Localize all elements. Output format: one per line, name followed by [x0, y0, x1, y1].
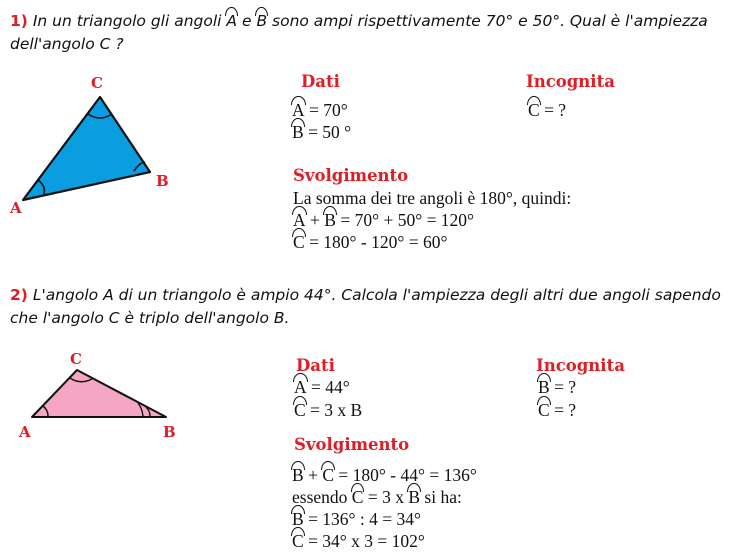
value-text: = ? [544, 100, 567, 120]
dati-heading: Dati [296, 356, 335, 375]
value-text: = 70° + 50° = 120° [340, 210, 475, 230]
incognita-heading: Incognita [526, 72, 615, 91]
value-text: = 50 ° [308, 122, 352, 142]
angle-symbol: C [292, 531, 304, 551]
angle-symbol: B [292, 465, 304, 485]
angle-symbol: C [538, 400, 550, 420]
dati-line-2 [292, 121, 351, 143]
svolgimento-line-4 [292, 530, 425, 552]
dati-line-1 [294, 376, 350, 398]
svolgimento-line-1: La somma dei tre angoli è 180°, quindi: [293, 188, 572, 208]
triangle-2-shape [32, 370, 166, 417]
angle-symbol: B [292, 509, 304, 529]
dati-line-2 [294, 399, 362, 421]
question-text: In un triangolo gli angoli [32, 12, 222, 30]
svolgimento-heading: Svolgimento [293, 166, 409, 185]
value-text: = ? [554, 377, 577, 397]
svolgimento-line-3 [293, 231, 448, 253]
value-text: = 180° - 44° = 136° [338, 465, 477, 485]
vertex-label-b: B [156, 172, 169, 190]
question-text-line-2: dell'angolo C ? [10, 35, 124, 53]
angle-symbol: B [408, 487, 421, 507]
angle-symbol: A [293, 210, 306, 230]
incognita-line-2 [538, 399, 576, 421]
angle-symbol: C [293, 232, 305, 252]
angle-symbol: A [226, 10, 237, 33]
question-text: L'angolo A di un triangolo è ampio 44°. Calcola l'ampiezza degli altri due angoli sapendo [32, 286, 721, 304]
problem-2-question [10, 284, 721, 307]
value-text: = 3 x [367, 487, 404, 507]
plus-sign: + [308, 465, 318, 485]
svolgimento-line-2 [292, 486, 462, 508]
value-text: = 44° [311, 377, 350, 397]
value-text: si ha: [424, 487, 462, 507]
angle-symbol: C [351, 487, 364, 507]
vertex-label-c: C [91, 74, 103, 92]
dati-heading: Dati [301, 72, 340, 91]
incognita-heading: Incognita [536, 356, 625, 375]
value-text: = 34° x 3 = 102° [308, 531, 425, 551]
angle-symbol: B [324, 210, 336, 230]
vertex-label-a: A [19, 423, 31, 441]
svolgimento-heading: Svolgimento [294, 435, 410, 454]
angle-symbol: C [322, 465, 334, 485]
value-text: essendo [292, 487, 348, 507]
plus-sign: + [310, 210, 320, 230]
angle-symbol: A [294, 377, 307, 397]
svolgimento-line-2 [293, 209, 474, 231]
triangle-1-figure [0, 70, 180, 220]
incognita-line-1 [538, 376, 576, 398]
problem-2-number: 2) [10, 286, 28, 304]
vertex-label-c: C [70, 350, 82, 368]
vertex-label-a: A [10, 199, 22, 217]
incognita-line-1 [528, 99, 566, 121]
problem-1-number: 1) [10, 12, 28, 30]
angle-symbol: C [294, 400, 306, 420]
question-text: e [241, 12, 252, 30]
angle-symbol: A [292, 100, 305, 120]
value-text: = 136° : 4 = 34° [308, 509, 422, 529]
svolgimento-line-3 [292, 508, 421, 530]
value-text: = 3 x B [310, 400, 363, 420]
angle-symbol: C [528, 100, 540, 120]
value-text: = 70° [309, 100, 348, 120]
angle-symbol: B [538, 377, 550, 397]
value-text: = 180° - 120° = 60° [309, 232, 448, 252]
angle-symbol: B [292, 122, 304, 142]
vertex-label-b: B [163, 423, 176, 441]
angle-symbol: B [256, 10, 267, 33]
value-text: = ? [554, 400, 577, 420]
svolgimento-line-1 [292, 464, 477, 486]
question-text: sono ampi rispettivamente 70° e 50°. Qual è l'ampiezza [272, 12, 708, 30]
problem-1-question [10, 10, 708, 33]
question-text-line-2: che l'angolo C è triplo dell'angolo B. [10, 309, 290, 327]
